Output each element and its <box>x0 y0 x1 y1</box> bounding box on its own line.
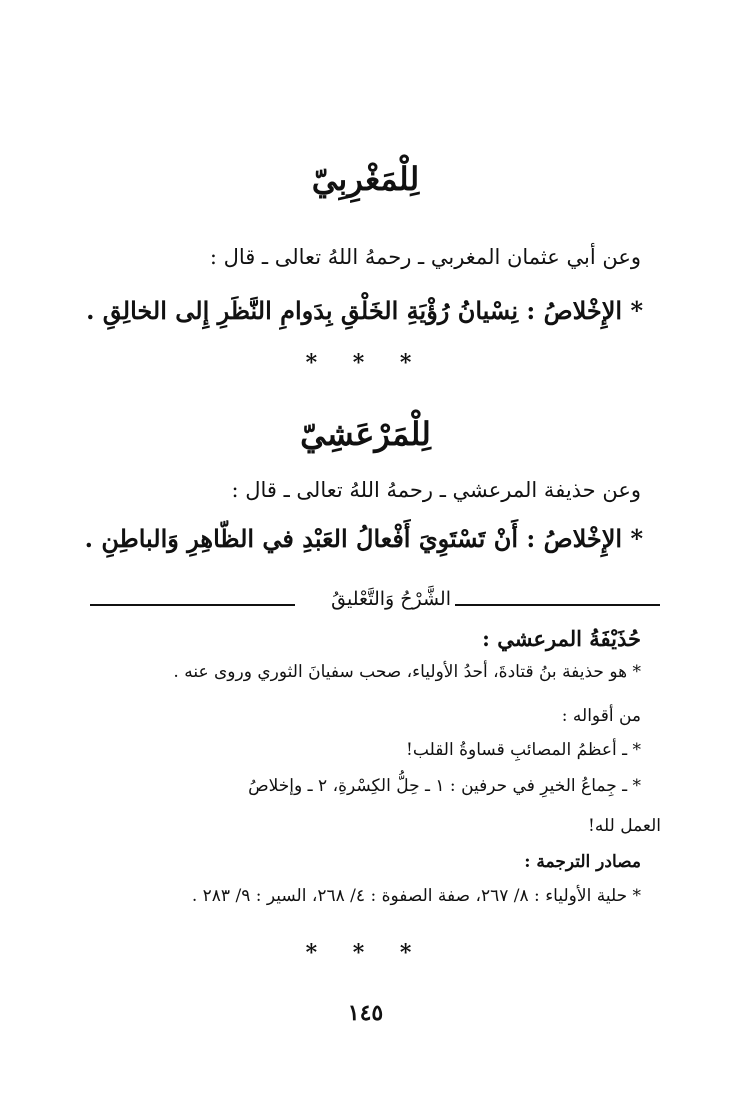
saying-item-2: * ـ جِماعُ الخيرِ في حرفين : ١ ـ حِلُّ الكِسْرةِ، ٢ ـ وإخلاصُ <box>248 776 641 796</box>
saying-item-2-continued: العمل لله! <box>588 816 661 836</box>
saying-maghribi: * الإِخْلاصُ : نِسْيانُ رُؤْيَةِ الخَلْقِ بِدَوامِ النَّظَرِ إِلى الخالِقِ . <box>86 296 643 325</box>
sources-list: * حلية الأولياء : ٨/ ٢٦٧، صفة الصفوة : ٤/ ٢٦٨، السير : ٩/ ٢٨٣ . <box>191 886 641 906</box>
intro-line-maghribi: وعن أبي عثمان المغربي ـ رحمهُ اللهُ تعالى ـ قال : <box>209 245 641 269</box>
section-title-marashi: لِلْمَرْعَشِيّ <box>300 415 431 453</box>
intro-line-marashi: وعن حذيفة المرعشي ـ رحمهُ اللهُ تعالى ـ قال : <box>231 478 641 502</box>
commentary-subject: حُذَيْفَةُ المرعشي : <box>482 626 641 651</box>
section-title-maghribi: لِلْمَغْرِبِيّ <box>311 160 420 198</box>
commentary-rule-left <box>90 604 295 606</box>
sayings-intro: من أقواله : <box>561 706 641 726</box>
commentary-heading: الشَّرْحُ وَالتَّعْليقُ <box>331 588 451 610</box>
closing-divider-stars: * * * <box>305 940 426 966</box>
page-number: ١٤٥ <box>347 1000 384 1026</box>
sources-heading: مصادر الترجمة : <box>524 852 641 872</box>
commentary-rule-right <box>455 604 660 606</box>
commentary-bio: * هو حذيفة بنُ قتادةَ، أحدُ الأولياء، صحب سفيانَ الثوري وروى عنه . <box>173 662 641 682</box>
saying-marashi: * الإِخْلاصُ : أَنْ تَسْتَوِيَ أَفْعالُ العَبْدِ في الظّاهِرِ وَالباطِنِ . <box>84 524 643 553</box>
saying-item-1: * ـ أعظمُ المصائبِ قساوةُ القلب! <box>406 740 641 760</box>
section-divider-stars: * * * <box>305 350 426 376</box>
